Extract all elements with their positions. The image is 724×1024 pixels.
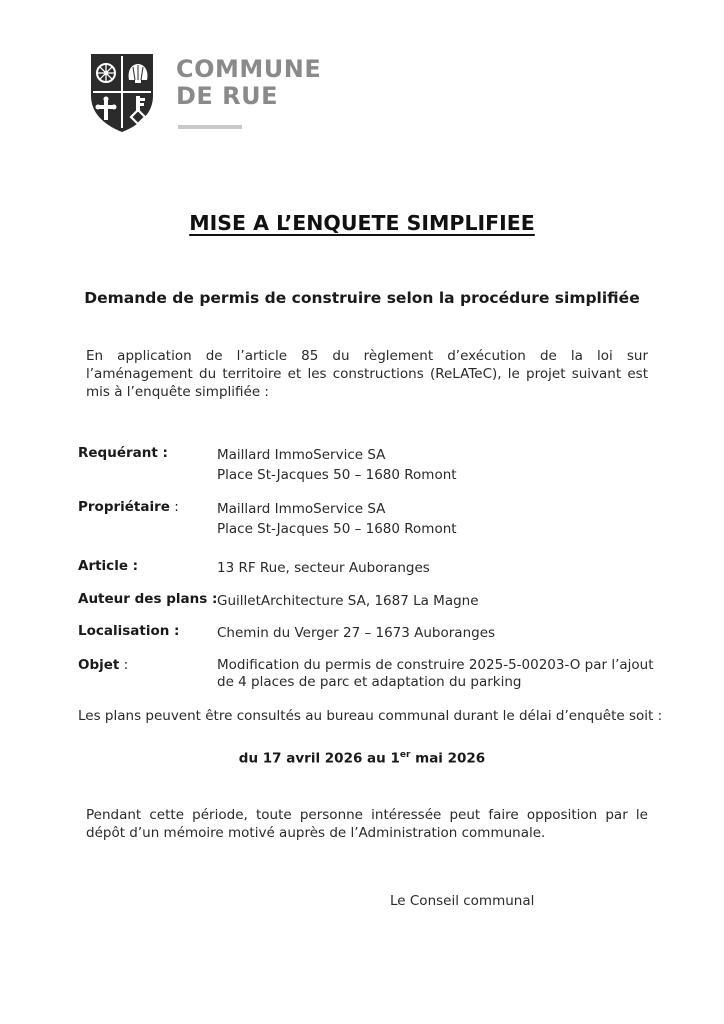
proprietaire-name: Maillard ImmoService SA <box>217 501 386 517</box>
enquiry-period: du 17 avril 2026 au 1er mai 2026 <box>238 750 486 767</box>
field-label: Auteur des plans : <box>78 591 218 607</box>
objet-line2: de 4 places de parc et adaptation du parking <box>217 674 522 690</box>
field-value <box>217 657 687 691</box>
intro-paragraph: En application de l’article 85 du règlement d’exécution de la loi sur l’aménagement du territoire et les constructions (ReLATeC), le projet suivant est mis à l’enquête simplifiée : <box>86 348 648 400</box>
signature: Le Conseil communal <box>390 893 535 909</box>
wheel-icon <box>97 64 115 82</box>
notice-subtitle: Demande de permis de construire selon la procédure simplifiée <box>84 289 640 307</box>
field-label: Propriétaire : <box>78 499 179 515</box>
commune-name-line1: COMMUNE <box>176 55 322 83</box>
field-label: Article : <box>78 558 139 574</box>
commune-name-line2: DE RUE <box>176 82 279 110</box>
commune-name <box>176 56 321 110</box>
field-label: Localisation : <box>78 623 180 639</box>
field-label: Requérant : <box>78 445 168 461</box>
objet-line1: Modification du permis de construire 2025-5-00203-O par l’ajout <box>217 657 654 673</box>
proprietaire-address: Place St-Jacques 50 – 1680 Romont <box>217 521 457 537</box>
field-value <box>217 499 687 539</box>
commune-crest-icon <box>89 52 155 134</box>
field-value: Chemin du Verger 27 – 1673 Auboranges <box>217 625 496 641</box>
field-value: GuilletArchitecture SA, 1687 La Magne <box>217 593 479 609</box>
header-divider <box>178 125 242 129</box>
opposition-paragraph: Pendant cette période, toute personne intéressée peut faire opposition par le dépôt d’un mémoire motivé auprès de l’Administration communale. <box>86 807 648 841</box>
field-value <box>217 445 687 485</box>
notice-title: MISE A L’ENQUETE SIMPLIFIEE <box>189 211 535 235</box>
requerant-address: Place St-Jacques 50 – 1680 Romont <box>217 467 457 483</box>
field-value: 13 RF Rue, secteur Auboranges <box>217 560 430 576</box>
consultation-sentence: Les plans peuvent être consultés au bureau communal durant le délai d’enquête soit : <box>78 708 663 724</box>
field-label: Objet : <box>78 657 129 673</box>
requerant-name: Maillard ImmoService SA <box>217 447 386 463</box>
